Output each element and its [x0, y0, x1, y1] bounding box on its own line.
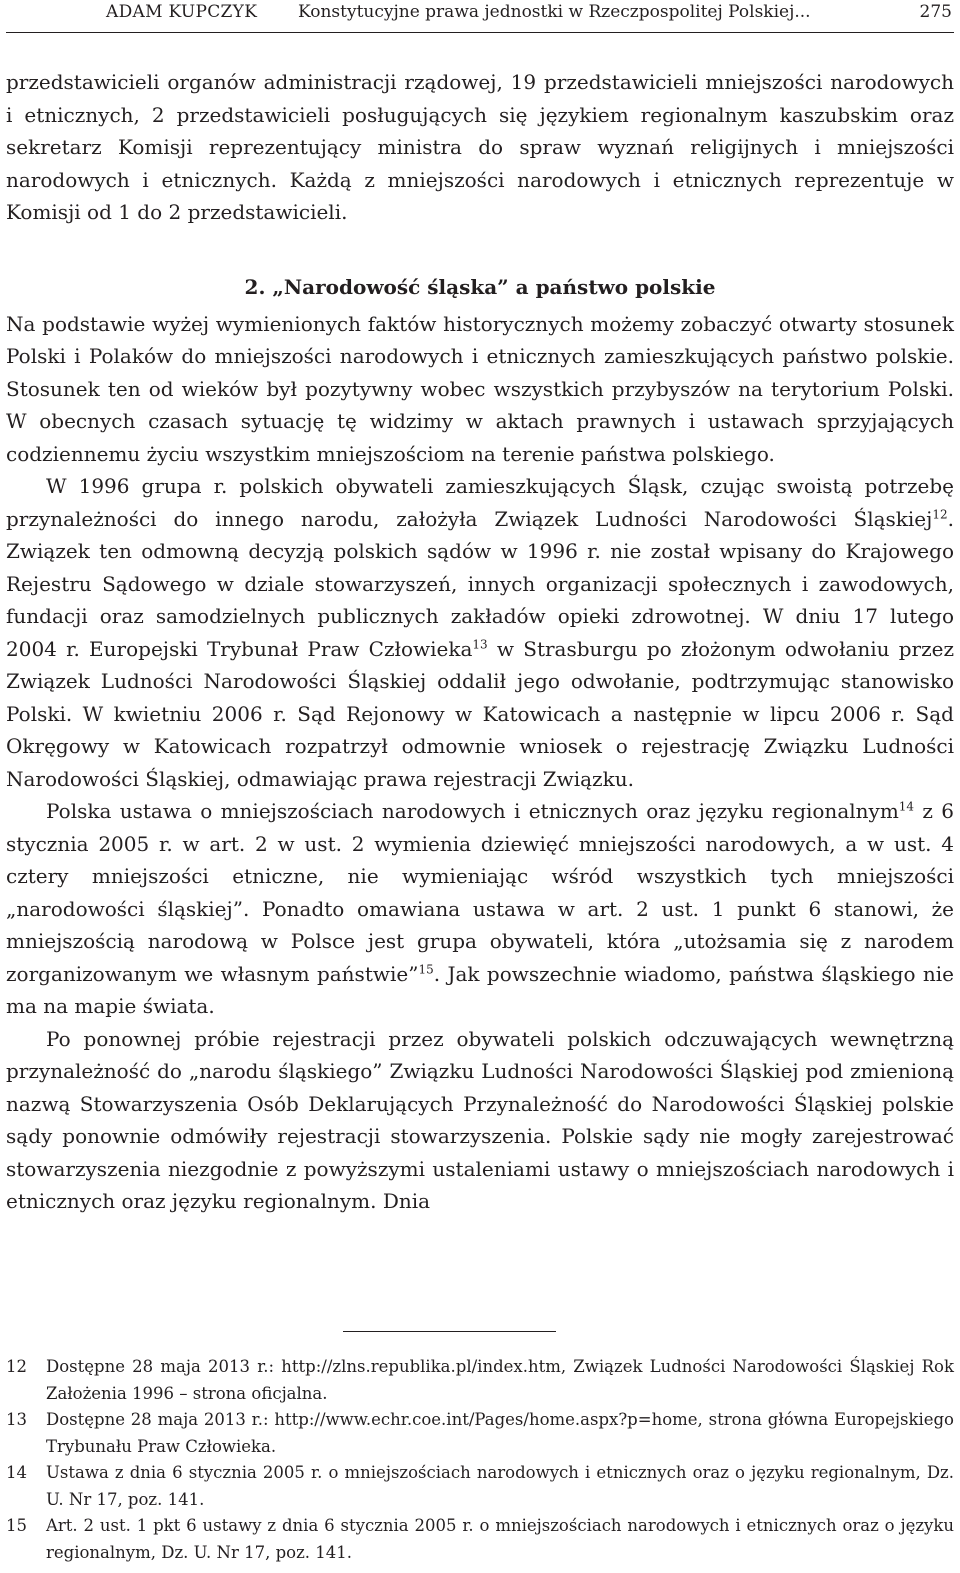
footnote-12 — [6, 1354, 954, 1407]
paragraph-3 — [6, 795, 954, 1023]
footnote-text: Ustawa z dnia 6 stycznia 2005 r. o mniejszościach narodowych i etnicznych oraz o języku regionalnym, Dz. U. Nr 17, poz. 141. — [46, 1463, 954, 1509]
header-rule — [6, 32, 954, 33]
footnote-text: Dostępne 28 maja 2013 r.: http://zlns.republika.pl/index.htm, Związek Ludności Narodowości Śląskiej Rok Założenia 1996 – strona oficjalna. — [46, 1357, 954, 1403]
main-text — [6, 66, 954, 1218]
running-header — [6, 0, 954, 30]
paragraph-2-part-b: . Związek ten odmowną decyzją polskich sądów w 1996 r. nie został wpisany do Krajowego Rejestru Sądowego w dziale stowarzyszeń, innych organizacji społecznych i zawodowych, fundacji oraz samodzielnych publicznych zakładów opieki zdrowotnej. W dniu 17 lutego 2004 r. Europejski Trybunał Praw Człowieka — [6, 506, 954, 661]
footnote-ref-12[interactable]: 12 — [932, 506, 948, 521]
header-author: ADAM KUPCZYK — [106, 2, 258, 22]
paragraph-2-part-c: w Strasburgu po złożonym odwołaniu przez Związek Ludności Narodowości Śląskiej oddalił jego odwołanie, podtrzymując stanowisko Polski. W kwietniu 2006 r. Sąd Rejonowy w Katowicach a następnie w lipcu 2006 r. Sąd Okręgowy w Katowicach rozpatrzył odmownie wniosek o rejestrację Związku Ludności Narodowości Śląskiej, odmawiając prawa rejestracji Związku. — [6, 636, 954, 791]
footnote-text: Art. 2 ust. 1 pkt 6 ustawy z dnia 6 stycznia 2005 r. o mniejszościach narodowych i etnicznych oraz o języku regionalnym, Dz. U. Nr 17, poz. 141. — [46, 1516, 954, 1562]
paragraph-2-part-a: W 1996 grupa r. polskich obywateli zamieszkujących Śląsk, czując swoistą potrzebę przynależności do innego narodu, założyła Związek Ludności Narodowości Śląskiej — [6, 474, 954, 531]
paragraph-1: Na podstawie wyżej wymienionych faktów historycznych możemy zobaczyć otwarty stosunek Polski i Polaków do mniejszości narodowych i etnicznych zamieszkujących państwo polskie. Stosunek ten od wieków był pozytywny wobec wszystkich przybyszów na terytorium Polski. W obecnych czasach sytuację tę widzimy w aktach prawnych i ustawach sprzyjających codziennemu życiu wszystkim mniejszościom na terenie państwa polskiego. — [6, 311, 954, 466]
footnote-ref-14[interactable]: 14 — [898, 799, 915, 814]
footnote-ref-15[interactable]: 15 — [418, 961, 434, 976]
paragraph-3-part-b: z 6 stycznia 2005 r. w art. 2 w ust. 2 wymienia dziewięć mniejszości narodowych, a w ust. 4 cztery mniejszości etniczne, nie wymieniając wśród wszystkich tych mniejszości „narodowości śląskiej”. Ponadto omawiana ustawa w art. 2 ust. 1 punkt 6 stanowi, że mniejszością narodową w Polsce jest grupa obywateli, która „utożsamia się z narodem zorganizowanym we własnym państwie” — [6, 799, 955, 986]
footnote-ref-13[interactable]: 13 — [472, 636, 488, 651]
footnote-number: 15 — [6, 1516, 27, 1535]
paragraph-2 — [6, 470, 954, 795]
section-heading: 2. „Narodowość śląska” a państwo polskie — [244, 274, 716, 299]
footnote-number: 13 — [6, 1410, 27, 1429]
paragraph-3-part-c: . Jak powszechnie wiadomo, państwa śląskiego nie ma na mapie świata. — [6, 961, 954, 1018]
footnote-15 — [6, 1513, 954, 1566]
header-title: Konstytucyjne prawa jednostki w Rzeczpospolitej Polskiej... — [298, 2, 811, 22]
paragraph-3-part-a: Polska ustawa o mniejszościach narodowych i etnicznych oraz języku regionalnym — [46, 799, 899, 823]
footnote-13 — [6, 1407, 954, 1460]
footnote-number: 14 — [6, 1463, 27, 1482]
intro-paragraph: przedstawicieli organów administracji rządowej, 19 przedstawicieli mniejszości narodowych i etnicznych, 2 przedstawicieli posługujących się językiem regionalnym kaszubskim oraz sekretarz Komisji reprezentujący ministra do spraw wyznań religijnych i mniejszości narodowych i etnicznych. Każdą z mniejszości narodowych i etnicznych reprezentuje w Komisji od 1 do 2 przedstawicieli. — [6, 70, 954, 224]
footnote-separator — [343, 1331, 556, 1332]
page-number: 275 — [919, 2, 952, 22]
footnote-text: Dostępne 28 maja 2013 r.: http://www.echr.coe.int/Pages/home.aspx?p=home, strona główna Europejskiego Trybunału Praw Człowieka. — [46, 1410, 954, 1456]
footnotes — [6, 1354, 954, 1566]
footnote-number: 12 — [6, 1357, 27, 1376]
footnote-14 — [6, 1460, 954, 1513]
paragraph-4: Po ponownej próbie rejestracji przez obywateli polskich odczuwających wewnętrzną przynależność do „narodu śląskiego” Związku Ludności Narodowości Śląskiej pod zmienioną nazwą Stowarzyszenia Osób Deklarujących Przynależność do Narodowości Śląskiej polskie sądy ponownie odmówiły rejestracji stowarzyszenia. Polskie sądy nie mogły zarejestrować stowarzyszenia niezgodnie z powyższymi ustaleniami ustawy o mniejszościach narodowych i etnicznych oraz języku regionalnym. Dnia — [6, 1026, 954, 1213]
